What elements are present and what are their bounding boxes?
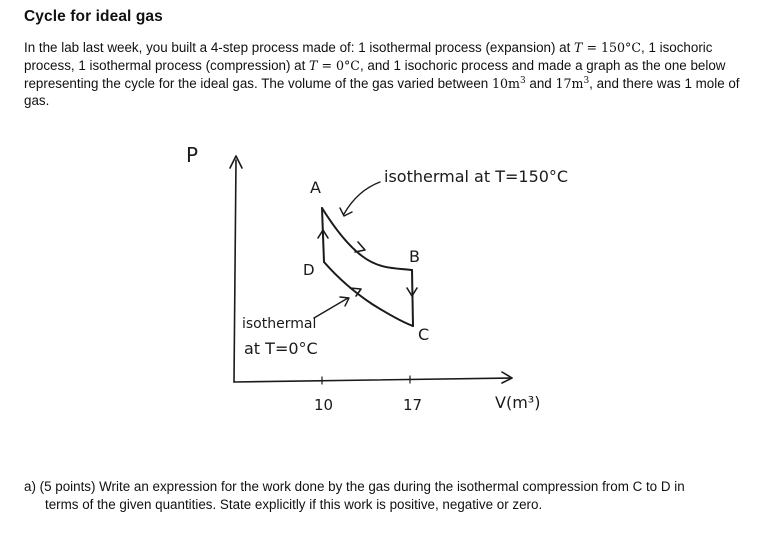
intro-text-2: , 1 isochoric process, 1 isothermal process (compression) at <box>24 40 713 73</box>
x-tick-label-10: 10 <box>314 396 334 414</box>
point-d-label: D <box>303 261 315 279</box>
point-c-label: C <box>418 325 430 344</box>
equals-1: = <box>582 40 602 55</box>
annotation-cold-line1: isothermal <box>242 316 317 332</box>
point-a-label: A <box>310 178 321 197</box>
x-axis <box>234 378 512 382</box>
temp-cold: 0°C <box>336 57 360 73</box>
vol-min-value: 10m <box>491 75 520 91</box>
question-a <box>24 478 754 514</box>
x-axis-label: V(m³) <box>495 393 541 412</box>
leader-hot <box>344 182 380 214</box>
vol-min: $10m^3$ <box>491 75 526 91</box>
y-axis-label: P <box>186 143 199 167</box>
isotherm-cold-curve <box>324 262 413 326</box>
intro-text-1: In the lab last week, you built a 4-step process made of: 1 isothermal process (expansion) at <box>24 40 575 55</box>
intro-text-5: , and there was 1 mole of gas. <box>24 75 740 109</box>
problem-intro <box>24 39 749 110</box>
pv-diagram <box>150 120 630 430</box>
temp-hot: 150°C <box>601 40 641 55</box>
pv-diagram-svg <box>150 120 630 430</box>
leader-cold <box>314 298 348 318</box>
intro-text-4: and <box>525 75 556 91</box>
document-title: Cycle for ideal gas <box>24 8 163 25</box>
temp-hot-expression <box>574 40 641 55</box>
isotherm-hot-curve <box>322 208 412 270</box>
point-b-label: B <box>409 247 420 266</box>
var-t-2: T <box>309 57 318 73</box>
intro-text-3: , and 1 isochoric process and made a graph as the one below representing the cycle for the ideal gas. The volume of the gas varied between <box>24 57 726 91</box>
question-a-line2: terms of the given quantities. State explicitly if this work is positive, negative or zero. <box>45 497 543 512</box>
y-axis <box>234 160 236 382</box>
vol-max-value: 17m <box>555 75 584 91</box>
isochoric-bc-line <box>412 270 413 326</box>
question-a-line1: a) (5 points) Write an expression for the work done by the gas during the isothermal compression from C to D in <box>24 479 685 494</box>
x-tick-label-17: 17 <box>403 396 423 414</box>
temp-cold-expression <box>309 58 360 73</box>
leader-hot-head <box>340 208 352 216</box>
var-t-1: T <box>574 40 583 55</box>
equals-2: = <box>317 57 336 73</box>
annotation-cold-line2: at T=0°C <box>244 339 318 358</box>
vol-max: $17m^3$ <box>555 75 590 91</box>
annotation-hot: isothermal at T=150°C <box>384 167 569 186</box>
isochoric-da-line <box>322 208 324 262</box>
